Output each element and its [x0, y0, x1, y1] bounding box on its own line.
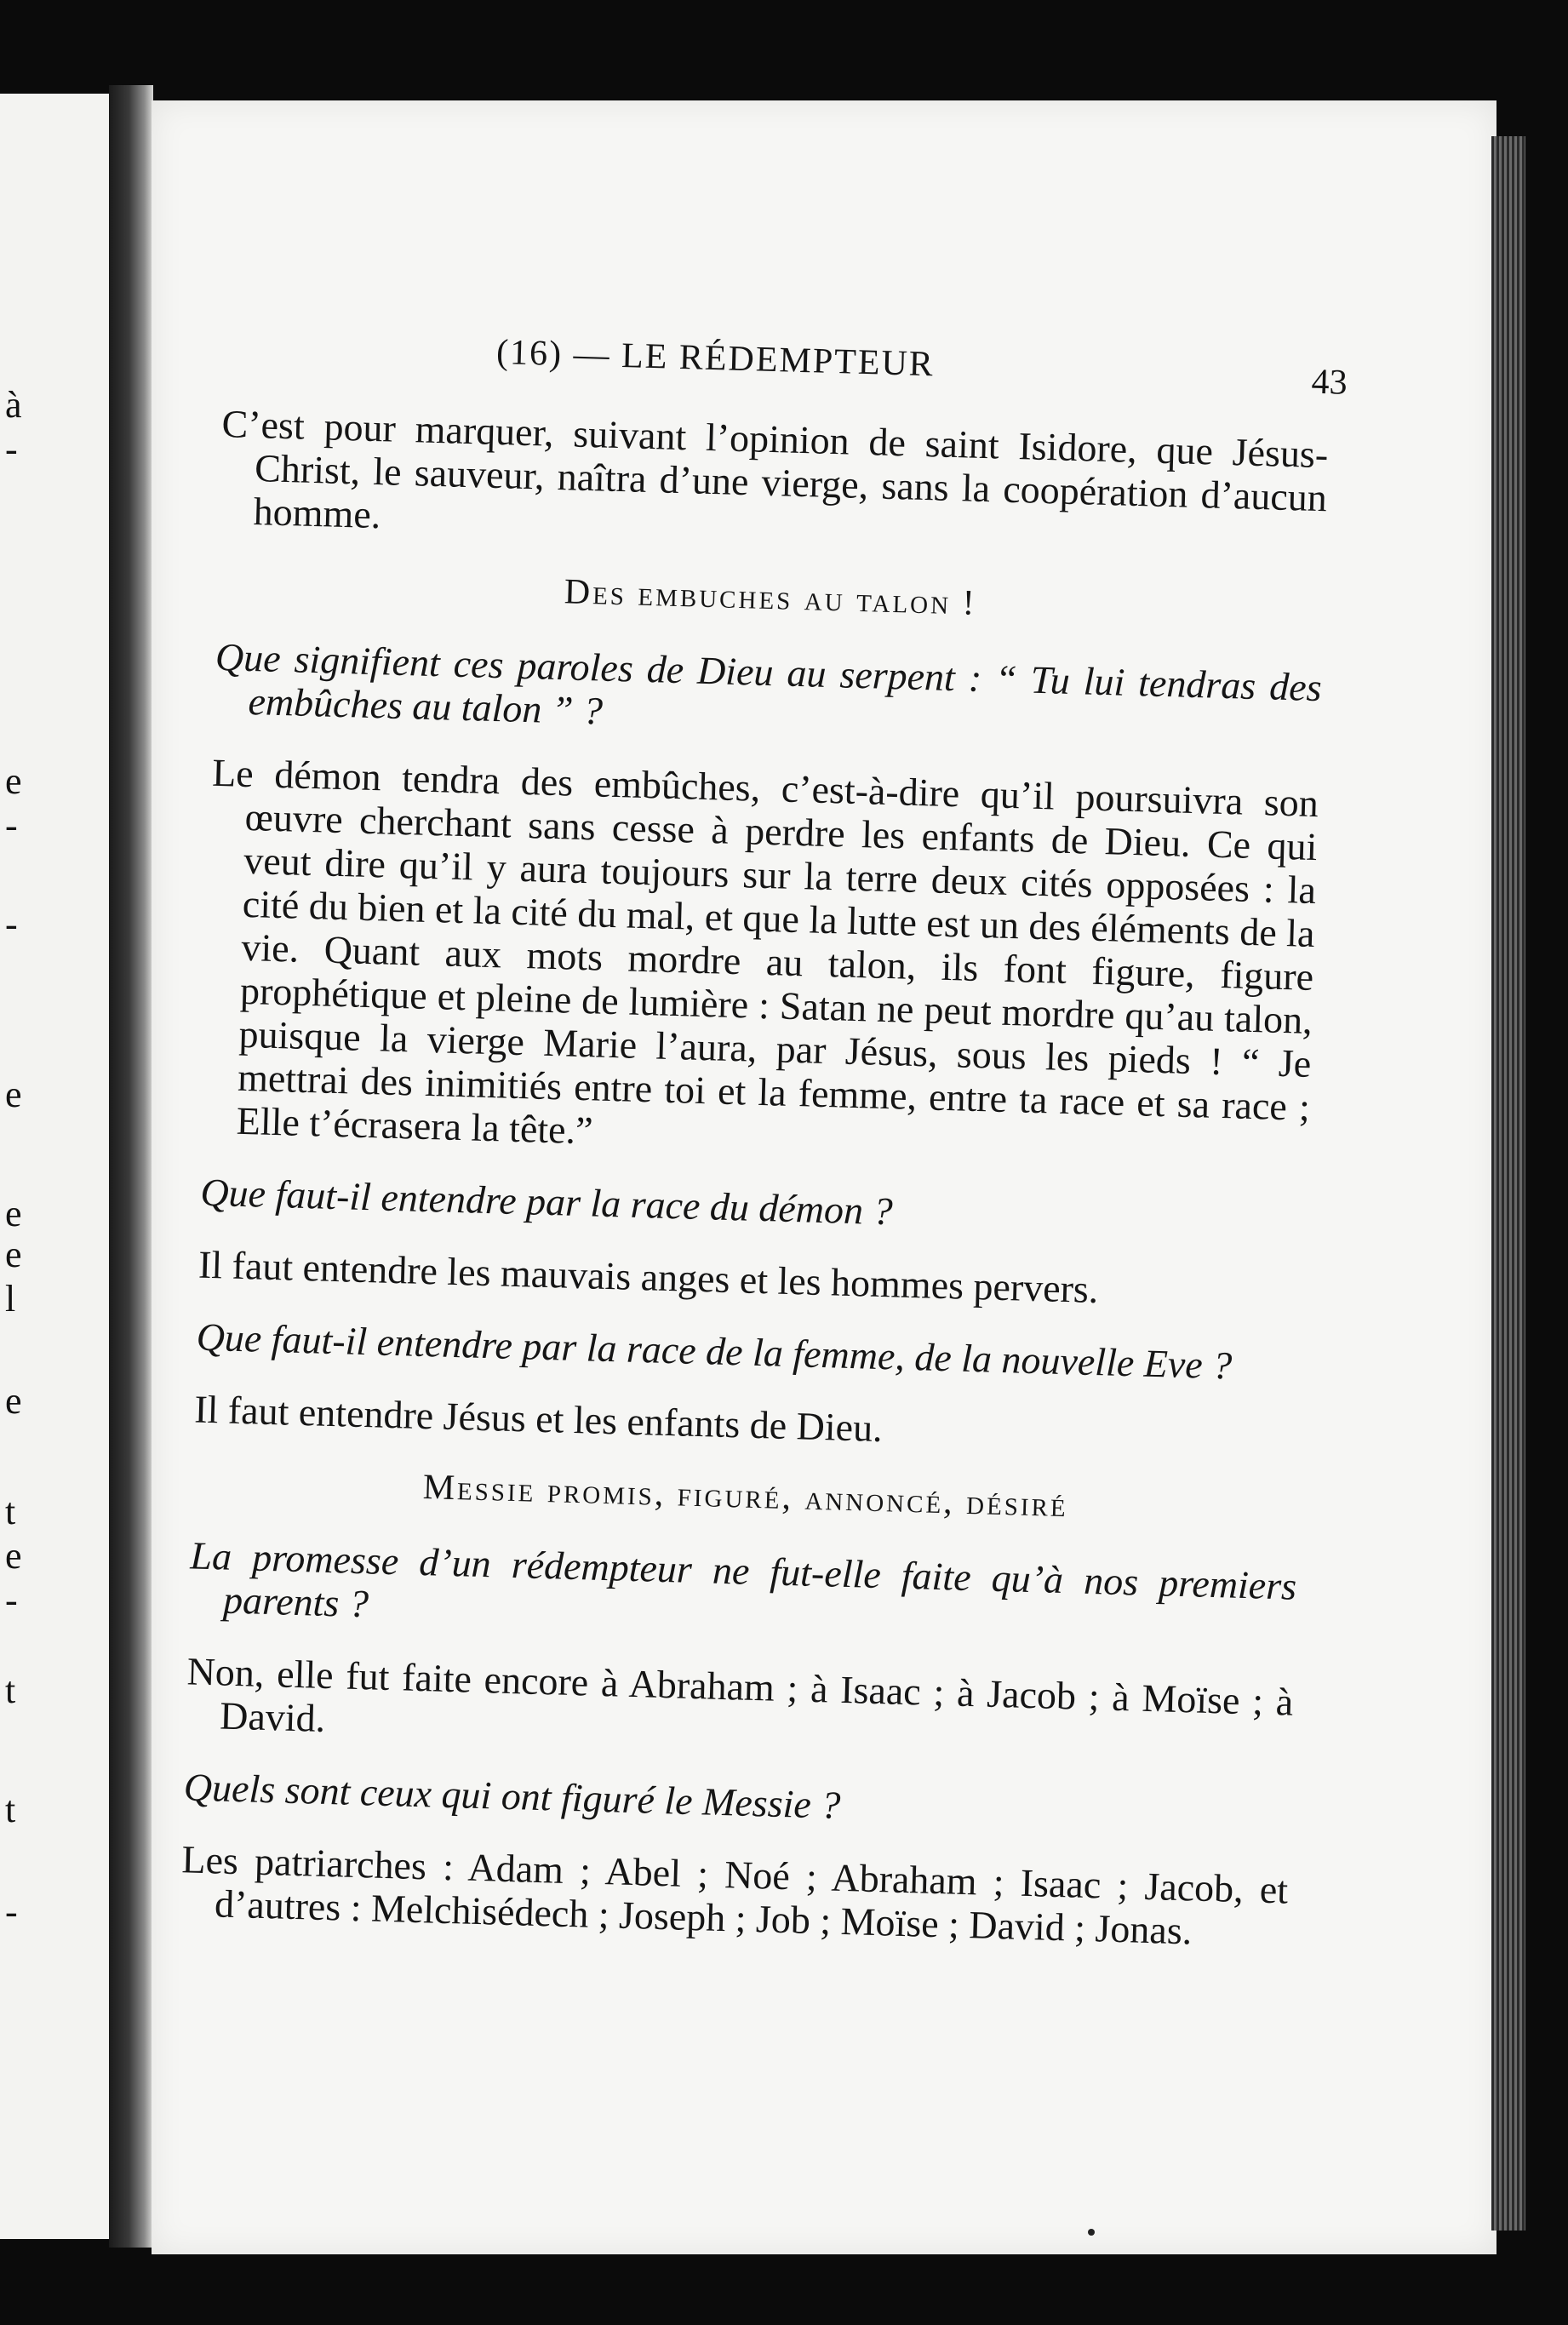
- page-number: 43: [1310, 362, 1348, 403]
- margin-glyph: -: [5, 1579, 18, 1621]
- margin-glyph: e: [5, 1234, 22, 1275]
- answer-paragraph: C’est pour marquer, suivant l’opinion de saint Isidore, que Jésus-Christ, le sauveur, naîtra d’une vierge, sans la coopération d’aucun homme.: [221, 401, 1329, 537]
- margin-glyph: t: [5, 1789, 16, 1830]
- margin-glyph: -: [5, 428, 18, 470]
- margin-glyph: e: [5, 1380, 22, 1422]
- answer-paragraph: Les patriarches : Adam ; Abel ; Noé ; Abraham ; Isaac ; Jacob, et d’autres : Melchisédech ; Joseph ; Job ; Moïse ; David ; Jonas.: [180, 1837, 1289, 1953]
- question-paragraph: Que faut-il entendre par la race du démon ?: [199, 1170, 894, 1234]
- catechism-body: [180, 402, 1328, 1956]
- section-heading: Des embuches au talon !: [564, 572, 978, 623]
- margin-glyph: t: [5, 1669, 16, 1711]
- previous-page-edge: [0, 94, 109, 2239]
- answer-paragraph: Non, elle fut faite encore à Abraham ; à Isaac ; à Jacob ; à Moïse ; à David.: [186, 1649, 1294, 1740]
- page-stack-edge: [1491, 136, 1525, 2231]
- answer-paragraph: Il faut entendre les mauvais anges et les hommes pervers.: [197, 1242, 1100, 1312]
- question-paragraph: Que signifient ces paroles de Dieu au serpent : “ Tu lui tendras des embûches au talon ” ?: [215, 634, 1323, 733]
- margin-glyph: -: [5, 903, 18, 945]
- book-page: [152, 100, 1496, 2254]
- running-title: (16) — LE RÉDEMPTEUR: [495, 332, 936, 385]
- question-paragraph: Quels sont ceux qui ont figuré le Messie ?: [183, 1765, 842, 1827]
- margin-glyph: e: [5, 1535, 22, 1577]
- margin-glyph: e: [5, 1193, 22, 1234]
- margin-glyph: e: [5, 760, 22, 802]
- margin-glyph: l: [5, 1278, 16, 1320]
- question-paragraph: La promesse d’un rédempteur ne fut-elle faite qu’à nos premiers parents ?: [189, 1533, 1297, 1626]
- running-header: [223, 324, 1348, 405]
- margin-glyph: à: [5, 384, 22, 426]
- margin-glyph: -: [5, 1891, 18, 1933]
- page-text: [180, 324, 1348, 1984]
- margin-glyph: -: [5, 805, 18, 846]
- answer-paragraph: Le démon tendra des embûches, c’est-à-dire qu’il poursuivra son œuvre cherchant sans cesse à perdre les enfants de Dieu. Ce qui veut dire qu’il y aura toujours sur la terre deux cités opposées : la cité du bien et la cité du mal, et que la lutte est un des éléments de la vie. Quant aux mots mordre au talon, ils font figure, figure prophétique et pleine de lumière : Satan ne peut mordre qu’au talon, puisque la vierge Marie l’aura, par Jésus, sous les pieds ! “ Je mettrai des inimitiés entre toi et la femme, entre ta race et sa race ; Elle t’écrasera la tête.”: [211, 750, 1319, 1153]
- book-gutter: [109, 85, 153, 2248]
- question-paragraph: Que faut-il entendre par la race de la femme, de la nouvelle Eve ?: [196, 1314, 1233, 1388]
- ink-speck: [1088, 2229, 1095, 2236]
- answer-paragraph: Il faut entendre Jésus et les enfants de Dieu.: [193, 1387, 884, 1451]
- margin-glyph: t: [5, 1491, 16, 1532]
- section-heading: Messie promis, figuré, annoncé, désiré: [422, 1468, 1069, 1526]
- margin-glyph: e: [5, 1074, 22, 1115]
